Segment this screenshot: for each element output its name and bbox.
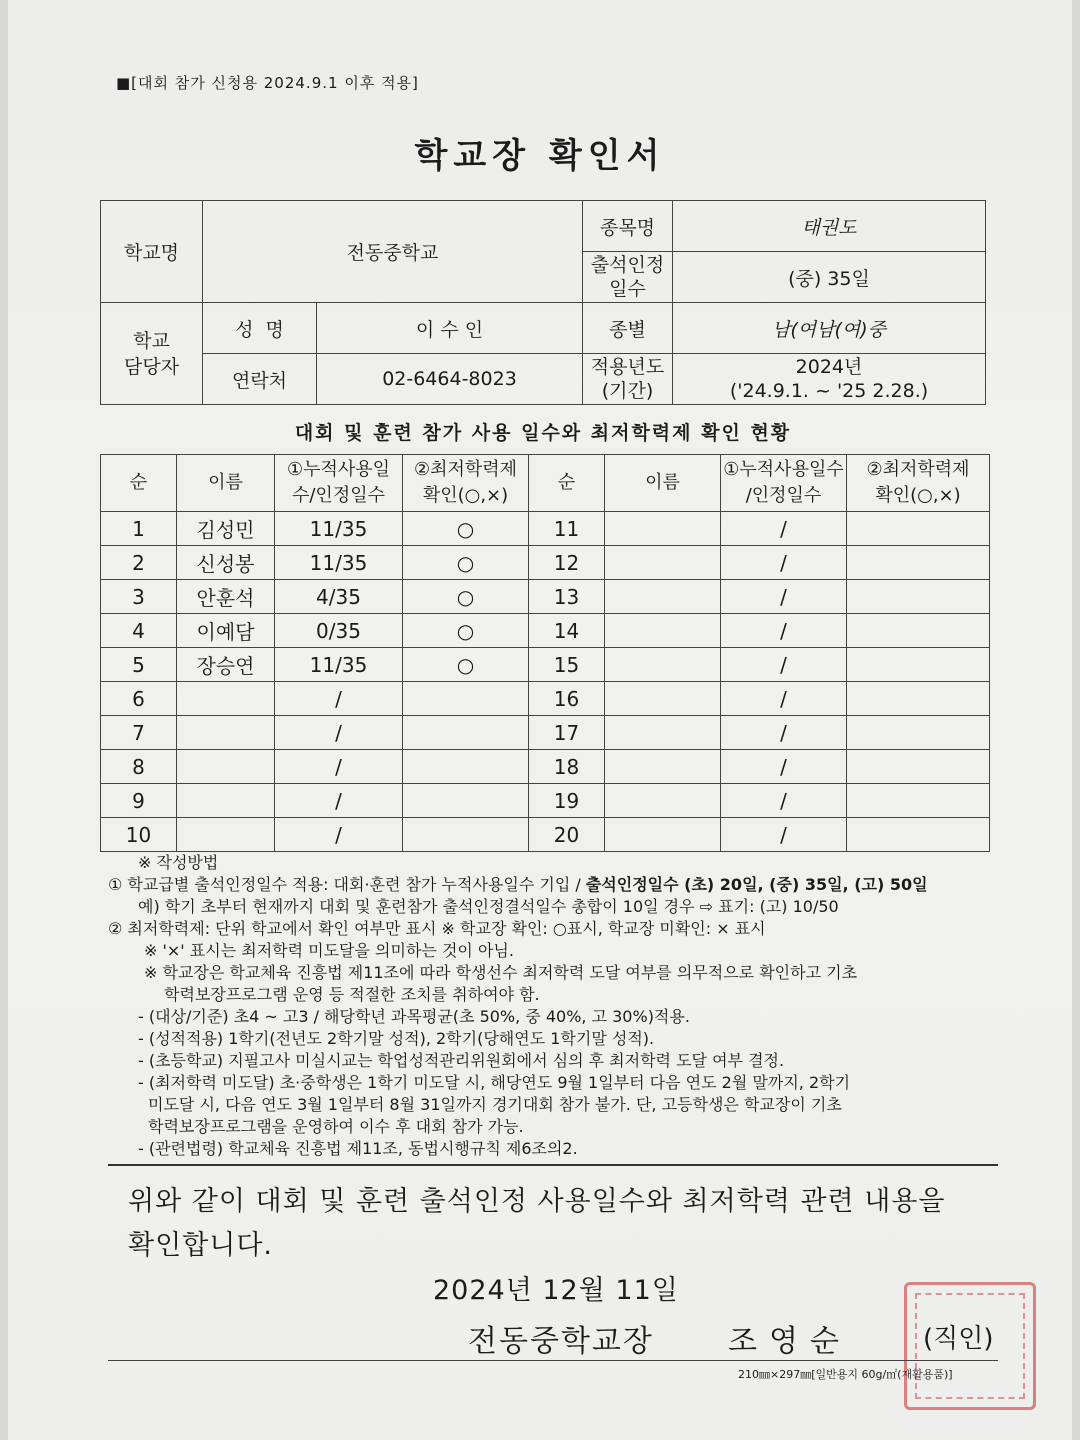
table-row [101,818,990,852]
used-days-right: / [721,512,847,546]
athlete-name [177,716,275,750]
academic-check: ○ [403,580,529,614]
contact-label: 연락처 [203,354,317,405]
used-days-right: / [721,818,847,852]
sport-value: 태권도 [673,201,986,252]
year-value: 2024년 [795,356,863,378]
method-item-1-example: 예) 학기 초부터 현재까지 대회 및 훈련참가 출석인정결석일수 총합이 10일 경우 ⇨ 표기: (고) 10/50 [138,897,839,916]
used-days: / [275,682,403,716]
used-days: / [275,750,403,784]
paper-spec-footer: 210㎜×297㎜[일반용지 60g/㎡(재활용품)] [738,1368,953,1381]
attend-value: (중) 35일 [673,252,986,303]
method-note-1: ※ '×' 표시는 최저학력 미도달을 의미하는 것이 아님. [144,941,514,960]
method-bullet-4: - (최저학력 미도달) 초·중학생은 1학기 미도달 시, 해당연도 9월 1일부터 다음 연도 2월 말까지, 2학기 [138,1073,851,1092]
academic-check [403,750,529,784]
athlete-name [177,784,275,818]
academic-check [403,716,529,750]
method-item-1-text: ① 학교급별 출석인정일수 적용: 대회·훈련 참가 누적사용일수 기입 / [108,875,586,894]
divider [108,1164,998,1166]
used-days-right: / [721,784,847,818]
academic-check-right [847,750,990,784]
academic-check: ○ [403,614,529,648]
used-days-right: / [721,580,847,614]
used-days-right: / [721,682,847,716]
method-bullet-5: - (관련법령) 학교체육 진흥법 제11조, 동법시행규칙 제6조의2. [138,1139,578,1158]
method-bullet-3: - (초등학교) 지필고사 미실시교는 학업성적관리위원회에서 심의 후 최저학력 도달 여부 결정. [138,1051,785,1070]
issue-date: 2024년 12월 11일 [433,1275,679,1306]
academic-check-right [847,818,990,852]
method-note-2: ※ 학교장은 학교체육 진흥법 제11조에 따라 학생선수 최저학력 도달 여부를 의무적으로 확인하고 기초 [144,963,858,982]
athlete-name-right [605,716,721,750]
athlete-name [177,682,275,716]
confirm-line-2: 확인합니다. [128,1230,273,1261]
row-number-right: 16 [529,682,605,716]
row-number-right: 18 [529,750,605,784]
year-cell [673,354,986,405]
table-row [101,580,990,614]
school-label: 학교명 [101,201,203,303]
method-bullet-4c: 학력보장프로그램을 운영하여 이수 후 대회 참가 가능. [148,1117,524,1136]
used-days: / [275,818,403,852]
footer-divider [108,1360,998,1361]
academic-check-right [847,580,990,614]
method-note-2b: 학력보장프로그램 운영 등 적절한 조치를 취하여야 함. [164,985,540,1004]
row-number-right: 13 [529,580,605,614]
athlete-name: 신성봉 [177,546,275,580]
row-number: 5 [101,648,177,682]
athlete-name [177,750,275,784]
row-number-right: 11 [529,512,605,546]
document-title: 학교장 확인서 [414,136,666,176]
athlete-name: 안훈석 [177,580,275,614]
principal-name: 조영순 [728,1324,851,1359]
table-row [101,784,990,818]
academic-check [403,784,529,818]
document-page [8,0,1072,1440]
section-title: 대회 및 훈련 참가 사용 일수와 최저학력제 확인 현황 [294,422,792,444]
row-number: 6 [101,682,177,716]
header-name-right: 이름 [605,455,721,512]
gender-label: 종별 [583,303,673,354]
used-days-right: / [721,546,847,580]
header-no: 순 [101,455,177,512]
row-number-right: 14 [529,614,605,648]
name-value: 이 수 인 [317,303,583,354]
name-label: 성 명 [203,303,317,354]
period-value: ('24.9.1. ~ '25 2.28.) [729,380,929,402]
header-check: ②최저학력제 확인(○,×) [403,455,529,512]
table-header-row [101,455,990,512]
used-days-right: / [721,750,847,784]
academic-check [403,818,529,852]
used-days-right: / [721,716,847,750]
academic-check-right [847,716,990,750]
academic-check-right [847,546,990,580]
used-days: / [275,716,403,750]
academic-check: ○ [403,648,529,682]
table-row [101,682,990,716]
year-label: 적용년도 (기간) [583,354,673,405]
writing-method [108,852,998,1160]
academic-check-right [847,784,990,818]
athlete-name-right [605,580,721,614]
academic-check-right [847,614,990,648]
table-row [101,750,990,784]
header-check-right: ②최저학력제 확인(○,×) [847,455,990,512]
athlete-name-right [605,648,721,682]
athlete-name-right [605,818,721,852]
header-no-right: 순 [529,455,605,512]
row-number: 10 [101,818,177,852]
table-row [101,716,990,750]
row-number: 2 [101,546,177,580]
sport-label: 종목명 [583,201,673,252]
row-number-right: 20 [529,818,605,852]
method-bullet-2: - (성적적용) 1학기(전년도 2학기말 성적), 2학기(당해연도 1학기말 성적). [138,1029,655,1048]
confirm-line-1: 위와 같이 대회 및 훈련 출석인정 사용일수와 최저학력 관련 내용을 [128,1186,946,1217]
academic-check: ○ [403,512,529,546]
athlete-name [177,818,275,852]
row-number: 9 [101,784,177,818]
academic-check: ○ [403,546,529,580]
header-days-right: ①누적사용일수 /인정일수 [721,455,847,512]
method-item-1-bold: 출석인정일수 (초) 20일, (중) 35일, (고) 50일 [585,875,928,894]
row-number: 7 [101,716,177,750]
row-number: 4 [101,614,177,648]
confirmation-text [128,1180,1008,1268]
athlete-name-right [605,682,721,716]
athlete-table [100,454,990,852]
used-days-right: / [721,648,847,682]
row-number-right: 17 [529,716,605,750]
gender-value: 남(여남(여)중 [673,303,986,354]
row-number-right: 12 [529,546,605,580]
table-row [101,512,990,546]
school-value: 전동중학교 [203,201,583,303]
info-table [100,200,986,405]
used-days: / [275,784,403,818]
row-number: 1 [101,512,177,546]
manager-label: 학교 담당자 [101,303,203,405]
athlete-name-right [605,750,721,784]
method-item-2: ② 최저학력제: 단위 학교에서 확인 여부만 표시 ※ 학교장 확인: ○표시, 학교장 미확인: × 표시 [108,919,766,938]
header-note: ■[대회 참가 신청용 2024.9.1 이후 적용] [116,74,419,92]
athlete-name: 김성민 [177,512,275,546]
row-number-right: 15 [529,648,605,682]
header-name: 이름 [177,455,275,512]
used-days: 0/35 [275,614,403,648]
academic-check-right [847,512,990,546]
athlete-name-right [605,512,721,546]
academic-check-right [847,648,990,682]
table-row [101,648,990,682]
method-heading: ※ 작성방법 [138,853,219,872]
academic-check-right [847,682,990,716]
athlete-name-right [605,546,721,580]
seal-label: (직인) [923,1324,994,1354]
contact-value: 02-6464-8023 [317,354,583,405]
attend-label: 출석인정 일수 [583,252,673,303]
used-days: 4/35 [275,580,403,614]
athlete-name-right [605,784,721,818]
row-number: 8 [101,750,177,784]
header-days: ①누적사용일 수/인정일수 [275,455,403,512]
table-row [101,546,990,580]
method-bullet-4b: 미도달 시, 다음 연도 3월 1일부터 8월 31일까지 경기대회 참가 불가. 단, 고등학생은 학교장이 기초 [148,1095,842,1114]
academic-check [403,682,529,716]
used-days: 11/35 [275,512,403,546]
row-number-right: 19 [529,784,605,818]
athlete-name-right [605,614,721,648]
method-item-1 [108,874,998,896]
row-number: 3 [101,580,177,614]
signer-title: 전동중학교장 [468,1324,654,1359]
used-days: 11/35 [275,546,403,580]
athlete-name: 장승연 [177,648,275,682]
athlete-name: 이예담 [177,614,275,648]
used-days-right: / [721,614,847,648]
table-row [101,614,990,648]
used-days: 11/35 [275,648,403,682]
method-bullet-1: - (대상/기준) 초4 ~ 고3 / 해당학년 과목평균(초 50%, 중 40%, 고 30%)적용. [138,1007,690,1026]
